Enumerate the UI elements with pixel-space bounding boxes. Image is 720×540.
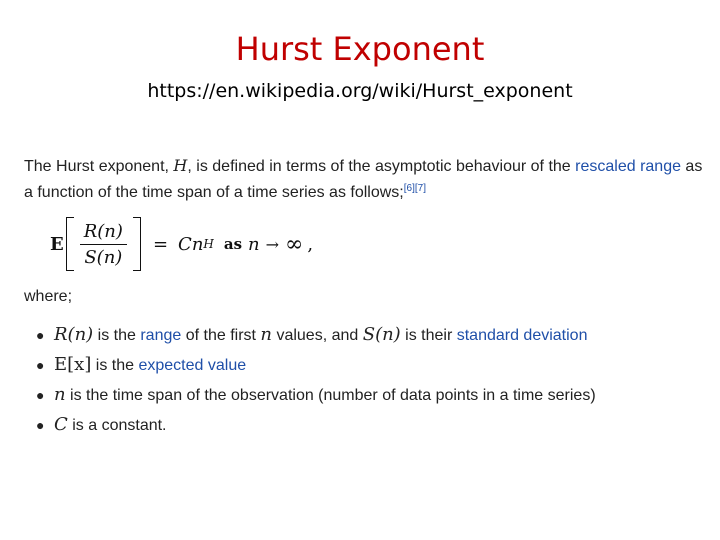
citation-6[interactable]: [6]: [403, 183, 415, 194]
rescaled-range-link[interactable]: rescaled range: [575, 158, 681, 175]
where-label: where;: [24, 288, 73, 305]
list-item: [36, 350, 686, 380]
variable-n: n: [260, 324, 272, 345]
paragraph-text: , is defined in terms of the asymptotic behaviour of the: [187, 158, 576, 175]
definition-paragraph: [24, 155, 704, 204]
item-text: is the: [93, 327, 141, 344]
bullet-icon: ●: [36, 357, 45, 373]
infinity-symbol: ∞: [285, 231, 304, 257]
sd-symbol: S(n): [362, 324, 401, 345]
fraction: [80, 221, 127, 268]
fraction-denominator: S(n): [84, 246, 123, 268]
variable-n: n: [191, 233, 204, 255]
paragraph-text: as a function of the time span of a time series as follows;: [24, 158, 703, 201]
arrow-icon: →: [265, 234, 280, 254]
item-text: is the: [91, 357, 139, 374]
constant-c: C: [178, 233, 192, 255]
equation-comma: ,: [307, 233, 314, 255]
fraction-numerator: R(n): [83, 220, 123, 242]
slide-title: Hurst Exponent: [235, 30, 485, 68]
source-url: https://en.wikipedia.org/wiki/Hurst_exponent: [147, 80, 573, 102]
range-link[interactable]: range: [140, 327, 182, 344]
item-text: of the first: [181, 327, 261, 344]
standard-deviation-link[interactable]: standard deviation: [456, 327, 588, 344]
list-item: [36, 320, 686, 350]
variable-n: n: [54, 384, 66, 405]
constant-c: C: [54, 414, 68, 435]
variable-n: n: [248, 233, 260, 255]
range-symbol: R(n): [54, 324, 94, 345]
list-item: [36, 380, 686, 410]
expectation-symbol: E[x]: [54, 354, 92, 375]
exponent-h: H: [203, 237, 214, 251]
expected-value-link[interactable]: expected value: [138, 357, 247, 374]
item-text: is a constant.: [67, 417, 167, 434]
right-bracket: [133, 217, 141, 271]
expectation-operator: E: [50, 233, 64, 255]
equals-sign: =: [152, 233, 169, 255]
hurst-equation: [50, 213, 313, 275]
definitions-list: [36, 320, 686, 440]
item-text: is their: [400, 327, 457, 344]
item-text: is the time span of the observation (number of data points in a time series): [65, 387, 596, 404]
as-word: as: [223, 235, 243, 253]
paragraph-text: The Hurst exponent,: [24, 158, 174, 175]
left-bracket: [66, 217, 74, 271]
bullet-icon: ●: [36, 417, 45, 433]
list-item: [36, 410, 686, 440]
item-text: values, and: [272, 327, 363, 344]
bullet-icon: ●: [36, 327, 45, 343]
citation-7[interactable]: [7]: [414, 183, 426, 194]
hurst-symbol: H: [173, 156, 188, 175]
bullet-icon: ●: [36, 387, 45, 403]
